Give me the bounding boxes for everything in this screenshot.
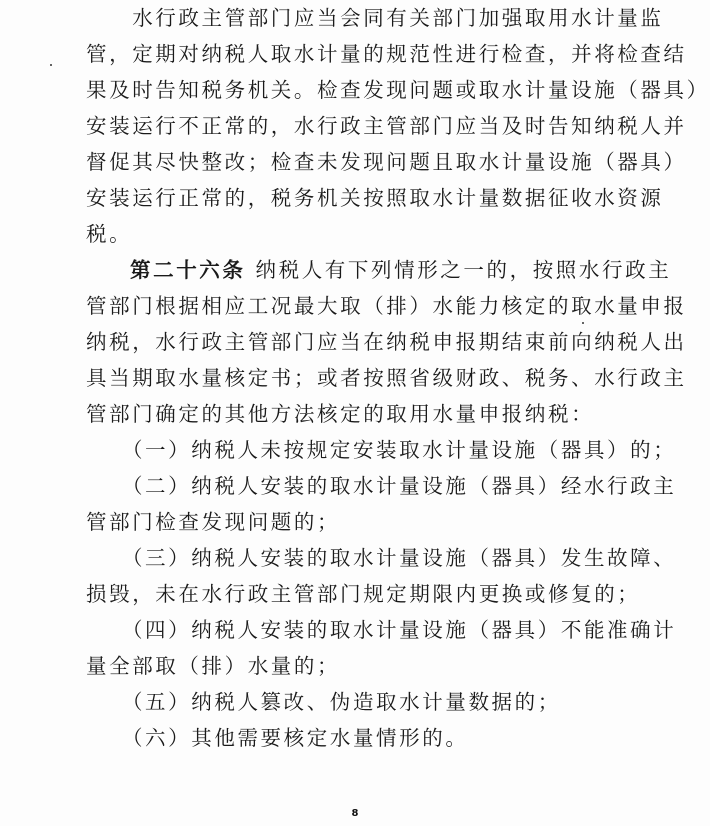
paragraph-line: 督促其尽快整改；检查未发现问题且取水计量设施（器具） <box>86 150 687 174</box>
list-item-line: （四）纳税人安装的取水计量设施（器具）不能准确计 <box>86 618 677 642</box>
page-number: 8 <box>351 808 359 819</box>
list-item-line: （二）纳税人安装的取水计量设施（器具）经水行政主 <box>86 474 677 498</box>
paragraph-line: 果及时告知税务机关。检查发现问题或取水计量设施（器具） <box>86 78 710 102</box>
list-item-line: （三）纳税人安装的取水计量设施（器具）发生故障、 <box>86 546 677 570</box>
article-heading: 第二十六条 <box>130 258 246 282</box>
paragraph-line: 水行政主管部门应当会同有关部门加强取用水计量监 <box>86 6 664 30</box>
list-item-line: 管部门检查发现问题的； <box>86 510 341 534</box>
list-item-line: （六）其他需要核定水量情形的。 <box>86 726 469 750</box>
article-line: 管部门根据相应工况最大取（排）水能力核定的取水量申报 <box>86 294 687 318</box>
paragraph-line: 安装运行不正常的，水行政主管部门应当及时告知纳税人并 <box>86 114 687 138</box>
list-item-line: （一）纳税人未按规定安装取水计量设施（器具）的； <box>86 438 677 462</box>
article-line: 纳税人有下列情形之一的，按照水行政主 <box>255 258 672 282</box>
article-line: 纳税，水行政主管部门应当在纳税申报期结束前向纳税人出 <box>86 330 687 354</box>
paragraph-line: 税。 <box>86 222 133 246</box>
paragraph-line: 管，定期对纳税人取水计量的规范性进行检查，并将检查结 <box>86 42 687 66</box>
article-first-line <box>86 256 672 284</box>
scan-speck <box>582 322 584 324</box>
article-line: 管部门确定的其他方法核定的取用水量申报纳税： <box>86 402 595 426</box>
scan-speck <box>50 64 52 66</box>
list-item-line: 损毁，未在水行政主管部门规定期限内更换或修复的； <box>86 582 641 606</box>
article-line: 具当期取水量核定书；或者按照省级财政、税务、水行政主 <box>86 366 687 390</box>
list-item-line: （五）纳税人篡改、伪造取水计量数据的； <box>86 690 561 714</box>
paragraph-line: 安装运行正常的，税务机关按照取水计量数据征收水资源 <box>86 186 664 210</box>
list-item-line: 量全部取（排）水量的； <box>86 654 341 678</box>
